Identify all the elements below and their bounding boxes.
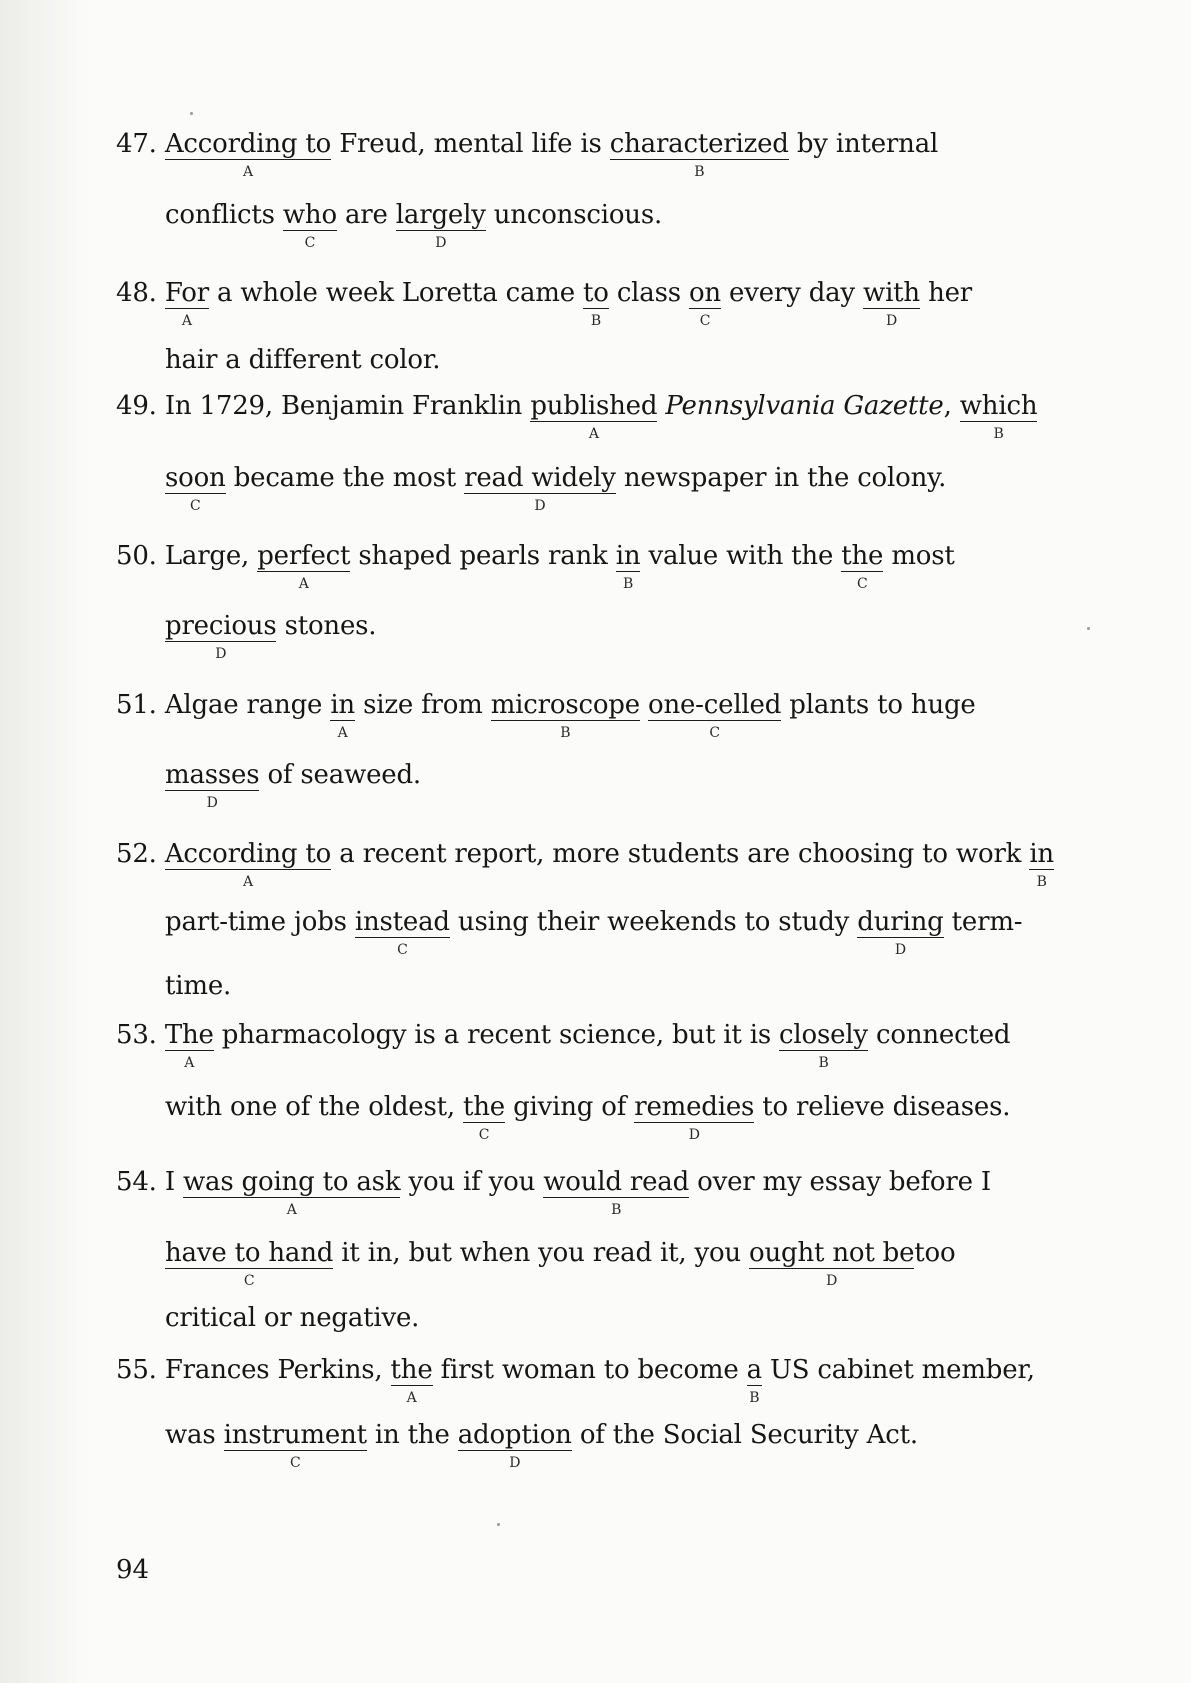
underlined-option-b: to B [583, 278, 609, 329]
question-number: 52. [116, 839, 157, 869]
underlined-option-d: adoption D [457, 1420, 572, 1471]
question-number: 54. [116, 1167, 157, 1197]
underlined-option-c: on C [688, 278, 721, 329]
sentence-text: In 1729, Benjamin Franklin [164, 391, 523, 421]
sentence-text: to relieve diseases. [762, 1092, 1011, 1122]
question-number: 50. [116, 541, 157, 571]
sentence-text: giving of [513, 1092, 627, 1122]
underlined-option-a: in A [330, 690, 355, 741]
question-number: 51. [116, 690, 157, 720]
question-50-line-2 [165, 609, 377, 662]
underlined-option-a: published A [530, 391, 658, 442]
sentence-text: Algae range [164, 690, 323, 720]
sentence-text: time. [165, 971, 232, 1001]
question-54-line-2 [165, 1236, 956, 1289]
question-54-line-3 [165, 1301, 419, 1335]
sentence-text: shaped pearls rank [358, 541, 608, 571]
sentence-text: of the Social Security Act. [579, 1420, 918, 1450]
page-number: 94 [116, 1555, 150, 1585]
sentence-text: using their weekends to study [457, 907, 850, 937]
underlined-option-b: a B [746, 1355, 762, 1406]
sentence-text: with one of the oldest, [165, 1092, 455, 1122]
sentence-text: I [164, 1167, 175, 1197]
sentence-text: conflicts [165, 200, 275, 230]
question-number: 47. [116, 129, 157, 159]
question-52-line-2 [165, 905, 1023, 958]
sentence-text: a recent report, more students are choosing to work [339, 839, 1022, 869]
underlined-option-b: in B [1029, 839, 1054, 890]
scan-speck [1087, 627, 1090, 630]
question-number: 53. [116, 1020, 157, 1050]
sentence-text: unconscious. [493, 200, 663, 230]
underlined-option-b: which B [959, 391, 1038, 442]
sentence-text: plants to huge [789, 690, 976, 720]
underlined-option-a: According to A [164, 129, 332, 180]
sentence-text: most [891, 541, 955, 571]
question-number: 55. [116, 1355, 157, 1385]
sentence-text: was [165, 1420, 216, 1450]
question-50-line-1 [116, 539, 955, 592]
question-51-line-1 [116, 688, 976, 741]
sentence-text: became the most [233, 463, 457, 493]
question-49-line-2 [165, 461, 947, 514]
sentence-text: every day [729, 278, 855, 308]
question-48-line-2 [165, 343, 440, 377]
question-52-line-1 [116, 837, 1054, 890]
underlined-option-d: largely D [395, 200, 486, 251]
underlined-option-d: with D [863, 278, 920, 329]
question-47-line-1 [116, 127, 939, 180]
sentence-text: critical or negative. [165, 1303, 420, 1333]
sentence-text: pharmacology is a recent science, but it is [221, 1020, 771, 1050]
question-number: 49. [116, 391, 157, 421]
question-53-line-2 [165, 1090, 1011, 1143]
question-53-line-1 [116, 1018, 1011, 1071]
sentence-text: in the [374, 1420, 450, 1450]
underlined-option-d: ought not be D [749, 1238, 915, 1289]
sentence-text: a whole week Loretta came [217, 278, 575, 308]
newspaper-title: Pennsylvania Gazette [665, 391, 944, 421]
question-47-line-2 [165, 198, 663, 251]
sentence-text: first woman to become [440, 1355, 739, 1385]
underlined-option-b: would read B [543, 1167, 690, 1218]
underlined-option-a: was going to ask A [182, 1167, 401, 1218]
underlined-option-c: the C [841, 541, 884, 592]
sentence-text: her [928, 278, 973, 308]
underlined-option-b: in B [615, 541, 641, 592]
sentence-text: hair a different color. [165, 345, 441, 375]
underlined-option-b: characterized B [609, 129, 789, 180]
underlined-option-a: For A [164, 278, 209, 329]
underlined-option-d: remedies D [634, 1092, 755, 1143]
underlined-option-c: who C [282, 200, 337, 251]
sentence-text: are [345, 200, 388, 230]
underlined-option-d: masses D [165, 760, 260, 811]
sentence-text: part-time jobs [165, 907, 347, 937]
sentence-text: you if you [408, 1167, 536, 1197]
scan-speck [497, 1523, 500, 1526]
question-54-line-1 [116, 1165, 991, 1218]
sentence-text: too [914, 1238, 956, 1268]
underlined-option-c: one-celled C [648, 690, 782, 741]
sentence-text: newspaper in the colony. [623, 463, 947, 493]
question-48-line-1 [116, 276, 973, 329]
sentence-text: size from [363, 690, 483, 720]
sentence-text: stones. [284, 611, 377, 641]
sentence-text: it in, but when you read it, you [341, 1238, 741, 1268]
underlined-option-a: perfect A [257, 541, 351, 592]
underlined-option-b: closely B [779, 1020, 868, 1071]
underlined-option-a: the A [390, 1355, 433, 1406]
underlined-option-d: precious D [165, 611, 277, 662]
underlined-option-c: have to hand C [165, 1238, 334, 1289]
underlined-option-c: instrument C [223, 1420, 367, 1471]
sentence-text: connected [876, 1020, 1011, 1050]
underlined-option-d: read widely D [464, 463, 616, 514]
question-55-line-2 [165, 1418, 918, 1471]
sentence-text: by internal [796, 129, 939, 159]
scan-speck [190, 112, 193, 115]
question-51-line-2 [165, 758, 421, 811]
sentence-text: value with the [648, 541, 834, 571]
sentence-text: Large, [164, 541, 250, 571]
sentence-text: over my essay before I [697, 1167, 991, 1197]
underlined-option-c: soon C [165, 463, 226, 514]
underlined-option-a: The A [164, 1020, 214, 1071]
underlined-option-a: According to A [164, 839, 332, 890]
underlined-option-d: during D [857, 907, 944, 958]
sentence-text: class [616, 278, 681, 308]
underlined-option-c: instead C [354, 907, 450, 958]
question-52-line-3 [165, 969, 231, 1003]
sentence-text: Freud, mental life is [339, 129, 602, 159]
sentence-text: of seaweed. [267, 760, 421, 790]
question-number: 48. [116, 278, 157, 308]
underlined-option-c: the C [463, 1092, 505, 1143]
sentence-text: term- [951, 907, 1023, 937]
sentence-text: Frances Perkins, [164, 1355, 383, 1385]
underlined-option-b: microscope B [490, 690, 640, 741]
question-49-line-1 [116, 389, 1038, 442]
question-55-line-1 [116, 1353, 1035, 1406]
sentence-text: , [943, 391, 952, 421]
sentence-text: US cabinet member, [770, 1355, 1035, 1385]
